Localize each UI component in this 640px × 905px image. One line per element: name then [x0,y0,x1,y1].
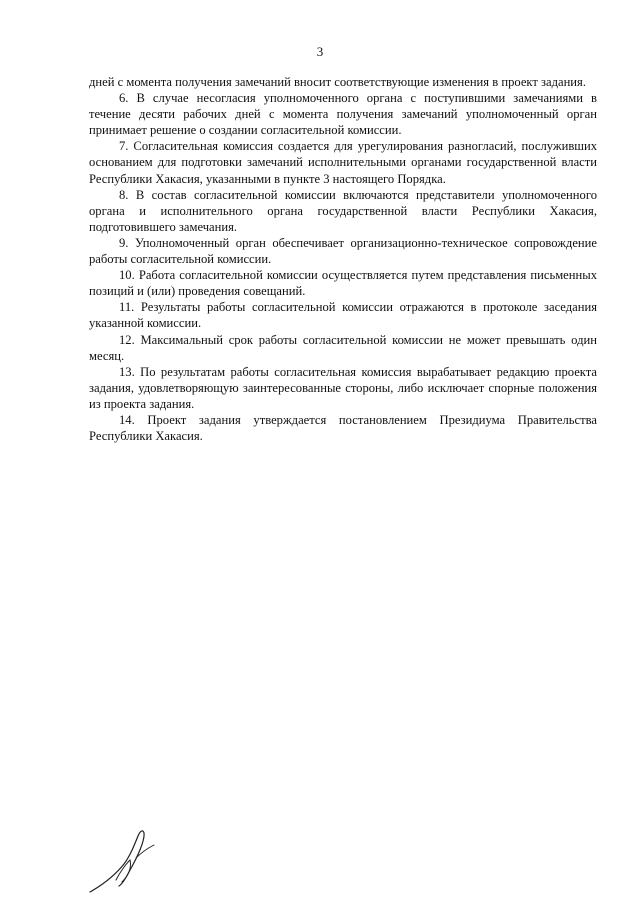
paragraph-9: 9. Уполномоченный орган обеспечивает организационно-техническое сопровождение работы согласительной комиссии. [89,235,597,267]
paragraph-7: 7. Согласительная комиссия создается для урегулирования разногласий, послуживших основанием для подготовки замечаний исполнительными органами государственной власти Республики Хакасия, указанными в пункте 3 настоящего Порядка. [89,139,597,186]
paragraph-5-continuation: дней с момента получения замечаний вносит соответствующие изменения в проект задания. [89,75,586,89]
paragraph-8: 8. В состав согласительной комиссии включаются представители уполномоченного органа и исполнительного органа государственной власти Республики Хакасия, подготовившего замечания. [89,187,597,234]
paragraph-13: 13. По результатам работы согласительная комиссия вырабатывает редакцию проекта задания, удовлетворяющую заинтересованные стороны, либо исключает спорные положения из проекта задания. [89,364,597,411]
paragraph-11: 11. Результаты работы согласительной комиссии отражаются в протоколе заседания указанной комиссии. [89,300,597,331]
paragraph-10: 10. Работа согласительной комиссии осуществляется путем представления письменных позиций и (или) проведения совещаний. [89,268,597,299]
paragraph-14: 14. Проект задания утверждается постановлением Президиума Правительства Республики Хакасия. [89,412,597,444]
page-number: 3 [316,44,324,59]
document-body [89,74,597,444]
paragraph-6: 6. В случае несогласия уполномоченного органа с поступившими замечаниями в течение десяти рабочих дней с момента получения замечаний уполномоченный орган принимает решение о создании согласительной комиссии. [89,91,597,138]
paragraph-12: 12. Максимальный срок работы согласительной комиссии не может превышать один месяц. [89,332,597,363]
handwritten-signature [86,828,166,898]
